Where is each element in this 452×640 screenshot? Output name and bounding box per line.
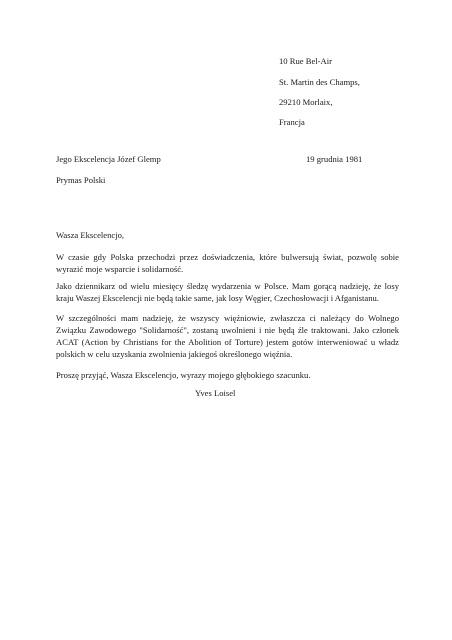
salutation: Wasza Ekscelencjo, — [56, 230, 125, 240]
paragraph-2: Jako dziennikarz od wielu miesięcy śledzę wydarzenia w Polsce. Mam gorącą nadzieję, że losy kraju Waszej Ekscelencji nie będą takie same, jak losy Węgier, Czechosłowacji i Afganistanu. — [56, 281, 399, 303]
sender-address-line-1: 10 Rue Bel-Air — [279, 56, 332, 66]
paragraph-1: W czasie gdy Polska przechodzi przez doświadczenia, które bulwersują świat, pozwolę sobie wyrazić moje wsparcie i solidarność. — [56, 252, 399, 274]
signature: Yves Loisel — [195, 388, 236, 398]
letter-date: 19 grudnia 1981 — [306, 154, 363, 164]
sender-address-line-4: Francja — [279, 117, 305, 127]
sender-address-line-3: 29210 Morlaix, — [279, 97, 333, 107]
paragraph-3: W szczególności mam nadzieję, że wszyscy więźniowie, zwłaszcza ci należący do Wolnego Związku Zawodowego "Solidarność", zostaną uwolnieni i nie będą źle traktowani. Jako członek ACAT (Action by Christians for the Abolition of Torture) jestem gotów interweniować u władz polskich w celu uzyskania zwolnienia jakiegoś określonego więźnia. — [56, 313, 399, 359]
recipient-name: Jego Ekscelencja Józef Glemp — [56, 154, 161, 164]
sender-address-line-2: St. Martin des Champs, — [279, 77, 360, 87]
recipient-title: Prymas Polski — [56, 175, 106, 185]
paragraph-4: Proszę przyjąć, Wasza Ekscelencjo, wyrazy mojego głębokiego szacunku. — [56, 370, 311, 380]
